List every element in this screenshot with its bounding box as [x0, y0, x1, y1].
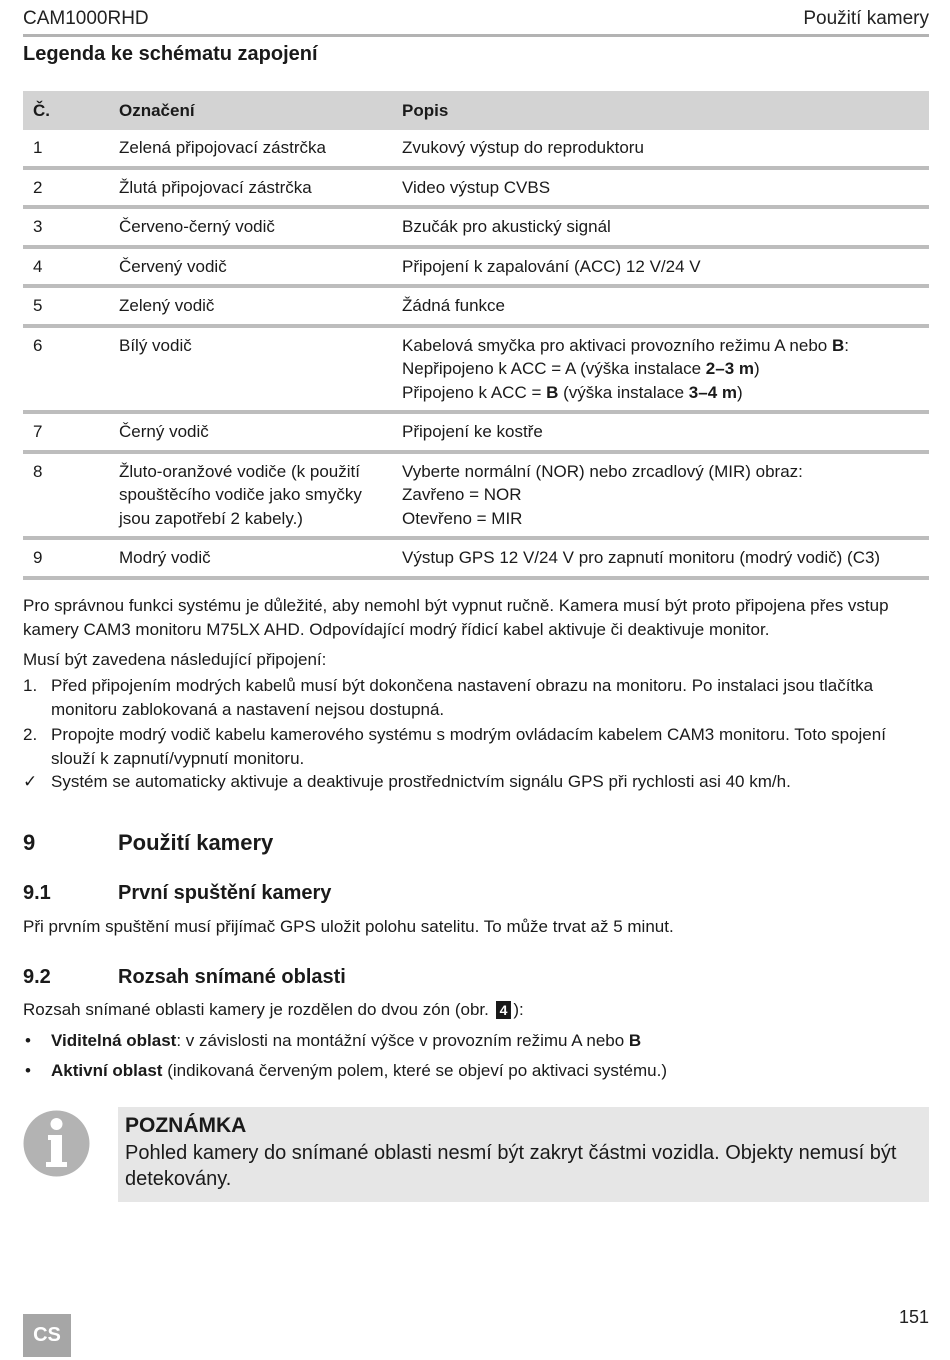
section-number: 9.1: [23, 882, 51, 904]
list-text: Před připojením modrých kabelů musí být dokončena nastavení obrazu na monitoru. Po instalaci jsou tlačítka monitoru zablokovaná a nastavení nejsou dostupná.: [51, 676, 874, 719]
header-model: CAM1000RHD: [23, 8, 149, 29]
desc-line: [402, 357, 921, 381]
text-run: : v závislosti na montážní výšce v provozním režimu A nebo: [176, 1031, 629, 1050]
text-run: Kabelová smyčka pro aktivaci provozního režimu A nebo: [402, 335, 832, 355]
cell-desc: [394, 452, 929, 539]
cell-desc: Připojení k zapalování (ACC) 12 V/24 V: [394, 247, 929, 287]
cell-no: 2: [23, 168, 111, 208]
text-run: (výška instalace: [558, 382, 689, 402]
cell-desc: Výstup GPS 12 V/24 V pro zapnutí monitoru (modrý vodič) (C3): [394, 538, 929, 578]
bullet-marker: •: [25, 1061, 31, 1080]
subsection-text: Při prvním spuštění musí přijímač GPS uložit polohu satelitu. To může trvat až 5 minut.: [23, 917, 674, 936]
section-title: První spuštění kamery: [118, 882, 332, 904]
cell-name: Černý vodič: [111, 412, 394, 452]
desc-line: [402, 381, 921, 405]
cell-desc: Zvukový výstup do reproduktoru: [394, 130, 929, 168]
text-run: ): [754, 359, 760, 378]
section-number: 9: [23, 830, 36, 855]
list-text: Systém se automaticky aktivuje a deaktivuje prostřednictvím signálu GPS při rychlosti asi 40 km/h.: [51, 772, 791, 791]
list-marker: 1.: [23, 676, 38, 695]
cell-no: 4: [23, 247, 111, 287]
cell-desc: Připojení ke kostře: [394, 412, 929, 452]
legend-table: [23, 91, 929, 580]
page-header: [23, 6, 929, 37]
text-run: (indikovaná červeným polem, které se objeví po aktivaci systému.): [162, 1061, 668, 1080]
cell-no: 8: [23, 452, 111, 539]
cell-no: 6: [23, 326, 111, 413]
legend-title: Legenda ke schématu zapojení: [23, 43, 318, 65]
list-item: [23, 770, 929, 794]
desc-line: Zavřeno = NOR: [402, 485, 522, 504]
check-icon: ✓: [23, 772, 38, 791]
header-chapter: Použití kamery: [803, 8, 929, 29]
desc-line: Otevřeno = MIR: [402, 508, 523, 528]
table-row: [23, 130, 929, 168]
cell-desc: Video výstup CVBS: [394, 168, 929, 208]
cell-name: Červeno-černý vodič: [111, 207, 394, 247]
cell-name: Červený vodič: [111, 247, 394, 287]
figure-ref-badge: 4: [496, 1001, 512, 1019]
text-run-bold: B: [831, 335, 845, 355]
table-header-row: [23, 91, 929, 130]
col-header-desc: Popis: [394, 91, 929, 130]
cell-name: Zelená připojovací zástrčka: [111, 130, 394, 168]
text-run: Nepřipojeno k ACC = A (výška instalace: [402, 359, 706, 378]
cell-name: Bílý vodič: [111, 326, 394, 413]
table-row: [23, 412, 929, 452]
table-row: [23, 168, 929, 208]
table-row: [23, 247, 929, 287]
list-item: [23, 723, 929, 770]
table-row: [23, 452, 929, 539]
list-marker: 2.: [23, 725, 38, 744]
desc-line: Vyberte normální (NOR) nebo zrcadlový (MIR) obraz:: [402, 461, 803, 481]
text-run-bold: 2–3 m: [705, 359, 754, 378]
section-title: Použití kamery: [118, 830, 274, 855]
list-text: Propojte modrý vodič kabelu kamerového systému s modrým ovládacím kabelem CAM3 monitoru. Toto spojení slouží k zapnutí/vypnutí monitoru.: [51, 725, 886, 768]
intro-lead: Musí být zavedena následující připojení:: [23, 650, 327, 669]
text-run: Připojeno k ACC =: [402, 382, 547, 402]
bullet-item: [23, 1059, 929, 1083]
section-title: Rozsah snímané oblasti: [118, 966, 346, 988]
language-badge: CS: [23, 1314, 71, 1357]
text-run-bold: B: [628, 1031, 642, 1050]
cell-desc: [394, 326, 929, 413]
bullet-item: [23, 1029, 929, 1053]
desc-line: [402, 334, 921, 358]
cell-name: Modrý vodič: [111, 538, 394, 578]
col-header-no: Č.: [23, 91, 111, 130]
text-run-bold: B: [546, 382, 559, 402]
text-run: :: [844, 335, 849, 355]
table-row: [23, 538, 929, 578]
intro-paragraph: Pro správnou funkci systému je důležité, aby nemohl být vypnut ručně. Kamera musí být proto připojena přes vstup kamery CAM3 monitoru M75LX AHD. Odpovídající modrý řídicí kabel aktivuje či deaktivuje monitor.: [23, 596, 889, 639]
cell-no: 7: [23, 412, 111, 452]
col-header-name: Označení: [111, 91, 394, 130]
info-icon: [23, 1110, 90, 1177]
table-row: [23, 286, 929, 326]
subsection-heading: [23, 882, 331, 905]
text-run-bold: 3–4 m: [688, 382, 737, 402]
bullet-marker: •: [25, 1031, 31, 1050]
text-run-bold: Aktivní oblast: [51, 1061, 163, 1080]
cell-no: 3: [23, 207, 111, 247]
section-heading: [23, 830, 273, 856]
cell-name: Zelený vodič: [111, 286, 394, 326]
table-row: [23, 207, 929, 247]
cell-name: Žlutá připojovací zástrčka: [111, 168, 394, 208]
text-run: ): [736, 382, 743, 402]
cell-name: Žluto-oranžové vodiče (k použití spouštěcího vodiče jako smyčky jsou zapotřebí 2 kabely.): [111, 452, 394, 539]
cell-desc: Žádná funkce: [394, 286, 929, 326]
cell-desc: Bzučák pro akustický signál: [394, 207, 929, 247]
text-run: ):: [513, 1000, 524, 1019]
note-text: Pohled kamery do snímané oblasti nesmí být zakryt částmi vozidla. Objekty nemusí být detekovány.: [125, 1142, 897, 1190]
cell-no: 1: [23, 130, 111, 168]
table-row: [23, 326, 929, 413]
text-run-bold: Viditelná oblast: [51, 1031, 177, 1050]
cell-no: 9: [23, 538, 111, 578]
section-number: 9.2: [23, 966, 51, 988]
page-number: 151: [898, 1307, 929, 1327]
subsection-text: [23, 998, 524, 1022]
note-box: [118, 1107, 929, 1202]
subsection-heading: [23, 966, 346, 989]
cell-no: 5: [23, 286, 111, 326]
list-item: [23, 674, 929, 721]
note-title: POZNÁMKA: [125, 1114, 247, 1137]
text-run: Rozsah snímané oblasti kamery je rozdělen do dvou zón (obr.: [23, 1000, 494, 1019]
